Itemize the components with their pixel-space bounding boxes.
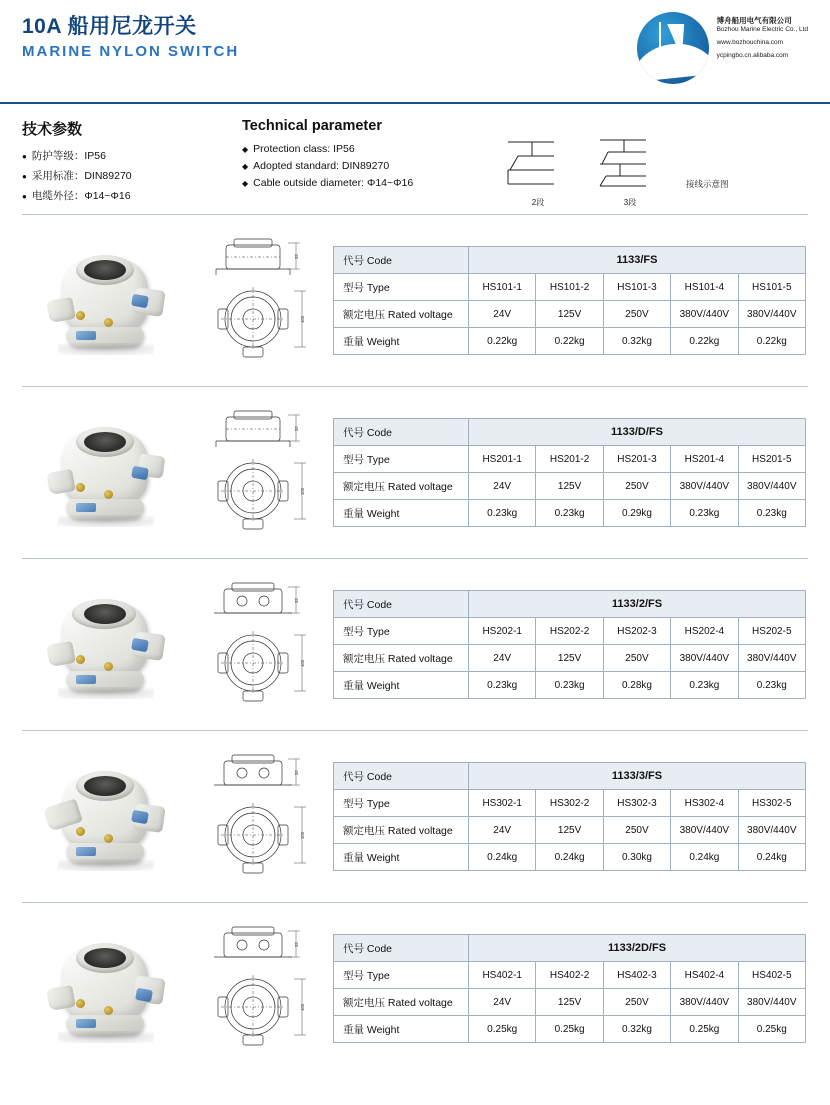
table-row [334,301,806,328]
cell-weight: 0.25kg [671,1016,738,1043]
company-logo-block [637,12,808,84]
svg-text:32: 32 [293,425,299,431]
cell-weight: 0.24kg [738,844,805,871]
row-label: 代号 Code [334,419,469,446]
cell-weight: 0.28kg [603,672,670,699]
diamond-bullet-icon: ◆ [242,162,249,172]
svg-text:32: 32 [293,941,299,947]
spec-item-en-text: Cable outside diameter: Φ14~Φ16 [253,177,414,190]
cell-type: HS101-1 [469,274,536,301]
cell-type: HS201-1 [469,446,536,473]
cell-type: HS202-3 [603,618,670,645]
row-label: 额定电压 Rated voltage [334,989,469,1016]
cell-weight: 0.29kg [603,500,670,527]
cell-type: HS402-3 [603,962,670,989]
company-logo-icon [637,12,709,84]
table-row [334,645,806,672]
table-row [334,1016,806,1043]
spec-item-en [242,143,492,155]
row-label: 型号 Type [334,790,469,817]
cell-type: HS201-3 [603,446,670,473]
cell-voltage: 380V/440V [738,645,805,672]
cell-type: HS302-2 [536,790,603,817]
cell-weight: 0.23kg [536,672,603,699]
company-name-en: Bozhou Marine Electric Co., Ltd [716,26,808,34]
cell-type: HS101-5 [738,274,805,301]
cell-type: HS101-4 [671,274,738,301]
cell-weight: 0.30kg [603,844,670,871]
cell-type: HS402-2 [536,962,603,989]
product-drawing [192,914,327,1064]
wiring-diagram-3pos [594,134,666,208]
spec-item-cn [22,148,232,163]
table-row [334,763,806,790]
cell-voltage: 125V [536,817,603,844]
spec-item-cn [22,168,232,183]
cell-voltage: 250V [603,817,670,844]
cell-voltage: 125V [536,473,603,500]
cell-type: HS302-4 [671,790,738,817]
product-drawing [192,398,327,548]
cell-weight: 0.22kg [671,328,738,355]
diamond-bullet-icon: ◆ [242,145,249,154]
bullet-icon: ● [22,192,27,201]
cell-type: HS101-3 [603,274,670,301]
switch-photo-2 [46,415,168,531]
cell-type: HS201-2 [536,446,603,473]
product-code: 1133/D/FS [469,419,806,446]
cell-weight: 0.23kg [671,672,738,699]
company-url-1: www.bozhouchina.com [716,38,784,46]
cell-voltage: 250V [603,473,670,500]
product-drawing [192,226,327,376]
cell-weight: 0.22kg [738,328,805,355]
table-row [334,274,806,301]
cell-weight: 0.25kg [469,1016,536,1043]
cell-weight: 0.23kg [738,500,805,527]
cell-voltage: 125V [536,645,603,672]
cell-voltage: 250V [603,989,670,1016]
spec-item-en [242,160,492,172]
cell-voltage: 380V/440V [738,989,805,1016]
row-label: 额定电压 Rated voltage [334,817,469,844]
row-label: 型号 Type [334,618,469,645]
cell-voltage: 24V [469,473,536,500]
cell-type: HS302-3 [603,790,670,817]
cell-weight: 0.23kg [469,672,536,699]
table-row [334,446,806,473]
spec-title-en: Technical parameter [242,118,382,134]
row-label: 型号 Type [334,446,469,473]
row-label: 重量 Weight [334,328,469,355]
product-photo [22,226,192,376]
product-table [327,762,808,871]
dimension-drawing-icon [196,747,324,887]
svg-text:32: 32 [293,769,299,775]
spec-item-cn [22,188,232,203]
product-drawing [192,570,327,720]
table-row [334,672,806,699]
bullet-icon: ● [22,152,27,161]
spec-table [333,590,806,699]
cell-weight: 0.24kg [469,844,536,871]
cell-voltage: 24V [469,301,536,328]
product-photo [22,398,192,548]
cell-voltage: 380V/440V [738,817,805,844]
cell-voltage: 380V/440V [738,473,805,500]
product-photo [22,570,192,720]
wiring-diagram-2pos [502,134,574,208]
cell-type: HS402-1 [469,962,536,989]
product-row [22,558,808,730]
product-row [22,214,808,386]
spec-title-cn: 技术参数 [22,121,83,138]
row-label: 额定电压 Rated voltage [334,301,469,328]
product-row [22,730,808,902]
row-label: 重量 Weight [334,844,469,871]
row-label: 重量 Weight [334,672,469,699]
row-label: 代号 Code [334,591,469,618]
cell-voltage: 24V [469,989,536,1016]
cell-type: HS402-4 [671,962,738,989]
cell-type: HS201-4 [671,446,738,473]
svg-text:103: 103 [299,487,305,495]
product-rows [0,214,830,1074]
table-row [334,500,806,527]
svg-text:103: 103 [299,315,305,323]
cell-type: HS402-5 [738,962,805,989]
company-info [717,12,808,60]
product-photo [22,914,192,1064]
cell-type: HS201-5 [738,446,805,473]
switch-photo-1 [46,243,168,359]
page-title-cn: 10A 船用尼龙开关 [22,15,197,38]
row-label: 重量 Weight [334,500,469,527]
bullet-icon: ● [22,172,27,181]
cell-weight: 0.24kg [536,844,603,871]
row-label: 型号 Type [334,962,469,989]
product-code: 1133/3/FS [469,763,806,790]
cell-type: HS302-5 [738,790,805,817]
cell-type: HS202-4 [671,618,738,645]
cell-voltage: 24V [469,817,536,844]
table-row [334,935,806,962]
table-row [334,989,806,1016]
dimension-drawing-icon [196,231,324,371]
cell-weight: 0.23kg [536,500,603,527]
cell-weight: 0.22kg [536,328,603,355]
svg-text:103: 103 [299,659,305,667]
cell-voltage: 380V/440V [671,473,738,500]
svg-text:32: 32 [293,597,299,603]
dimension-drawing-icon [196,575,324,715]
cell-weight: 0.23kg [469,500,536,527]
svg-text:103: 103 [299,1003,305,1011]
page-header [0,0,830,104]
cell-voltage: 250V [603,645,670,672]
switch-photo-5 [46,931,168,1047]
spec-table [333,246,806,355]
page-title-en: MARINE NYLON SWITCH [22,43,240,61]
cell-weight: 0.32kg [603,1016,670,1043]
spec-item-cn-text: 电缆外径：Φ14~Φ16 [31,190,131,202]
wiring-diagram-3pos-icon [594,134,666,190]
cell-voltage: 24V [469,645,536,672]
product-table [327,418,808,527]
row-label: 代号 Code [334,763,469,790]
row-label: 重量 Weight [334,1016,469,1043]
cell-voltage: 125V [536,301,603,328]
product-row [22,902,808,1074]
row-label: 代号 Code [334,247,469,274]
svg-text:32: 32 [293,253,299,259]
table-row [334,790,806,817]
spec-item-en-text: Protection class: IP56 [253,143,355,155]
spec-column-cn [22,118,232,208]
switch-photo-3 [46,587,168,703]
dimension-drawing-icon [196,403,324,543]
spec-item-cn-text: 防护等级：IP56 [31,150,106,162]
cell-weight: 0.32kg [603,328,670,355]
dimension-drawing-icon [196,919,324,1059]
wiring-diagram-note: 接线示意图 [686,179,729,189]
product-code: 1133/2/FS [469,591,806,618]
table-row [334,844,806,871]
cell-voltage: 250V [603,301,670,328]
cell-weight: 0.25kg [536,1016,603,1043]
cell-weight: 0.23kg [671,500,738,527]
table-row [334,419,806,446]
diamond-bullet-icon: ◆ [242,179,249,189]
cell-weight: 0.22kg [469,328,536,355]
table-row [334,817,806,844]
cell-type: HS101-2 [536,274,603,301]
spec-item-cn-text: 采用标准：DIN89270 [31,170,132,182]
cell-weight: 0.25kg [738,1016,805,1043]
wiring-diagram-3pos-caption: 3段 [623,198,637,207]
wiring-diagram-2pos-icon [502,134,574,190]
row-label: 额定电压 Rated voltage [334,645,469,672]
cell-voltage: 380V/440V [738,301,805,328]
product-table [327,246,808,355]
table-row [334,962,806,989]
row-label: 型号 Type [334,274,469,301]
cell-voltage: 380V/440V [671,301,738,328]
table-row [334,618,806,645]
product-code: 1133/FS [469,247,806,274]
table-row [334,328,806,355]
table-row [334,473,806,500]
cell-type: HS202-2 [536,618,603,645]
company-url-2: ycpingbo.cn.alibaba.com [716,51,789,59]
cell-type: HS302-1 [469,790,536,817]
product-table [327,590,808,699]
wiring-diagram-area [502,118,808,208]
product-drawing [192,742,327,892]
spec-table [333,934,806,1043]
cell-type: HS202-5 [738,618,805,645]
cell-weight: 0.24kg [671,844,738,871]
cell-type: HS202-1 [469,618,536,645]
spec-item-en [242,177,492,189]
cell-weight: 0.23kg [738,672,805,699]
product-code: 1133/2D/FS [469,935,806,962]
wiring-diagram-2pos-caption: 2段 [531,198,545,207]
table-row [334,247,806,274]
svg-text:103: 103 [299,831,305,839]
cell-voltage: 380V/440V [671,989,738,1016]
cell-voltage: 125V [536,989,603,1016]
row-label: 代号 Code [334,935,469,962]
spec-table [333,418,806,527]
product-photo [22,742,192,892]
company-name-cn: 博舟船用电气有限公司 [716,16,792,25]
spec-column-en [242,118,492,208]
product-row [22,386,808,558]
product-table [327,934,808,1043]
switch-photo-4 [46,759,168,875]
spec-table [333,762,806,871]
spec-item-en-text: Adopted standard: DIN89270 [253,160,390,173]
cell-voltage: 380V/440V [671,817,738,844]
row-label: 额定电压 Rated voltage [334,473,469,500]
technical-parameter-section [0,104,830,214]
cell-voltage: 380V/440V [671,645,738,672]
table-row [334,591,806,618]
